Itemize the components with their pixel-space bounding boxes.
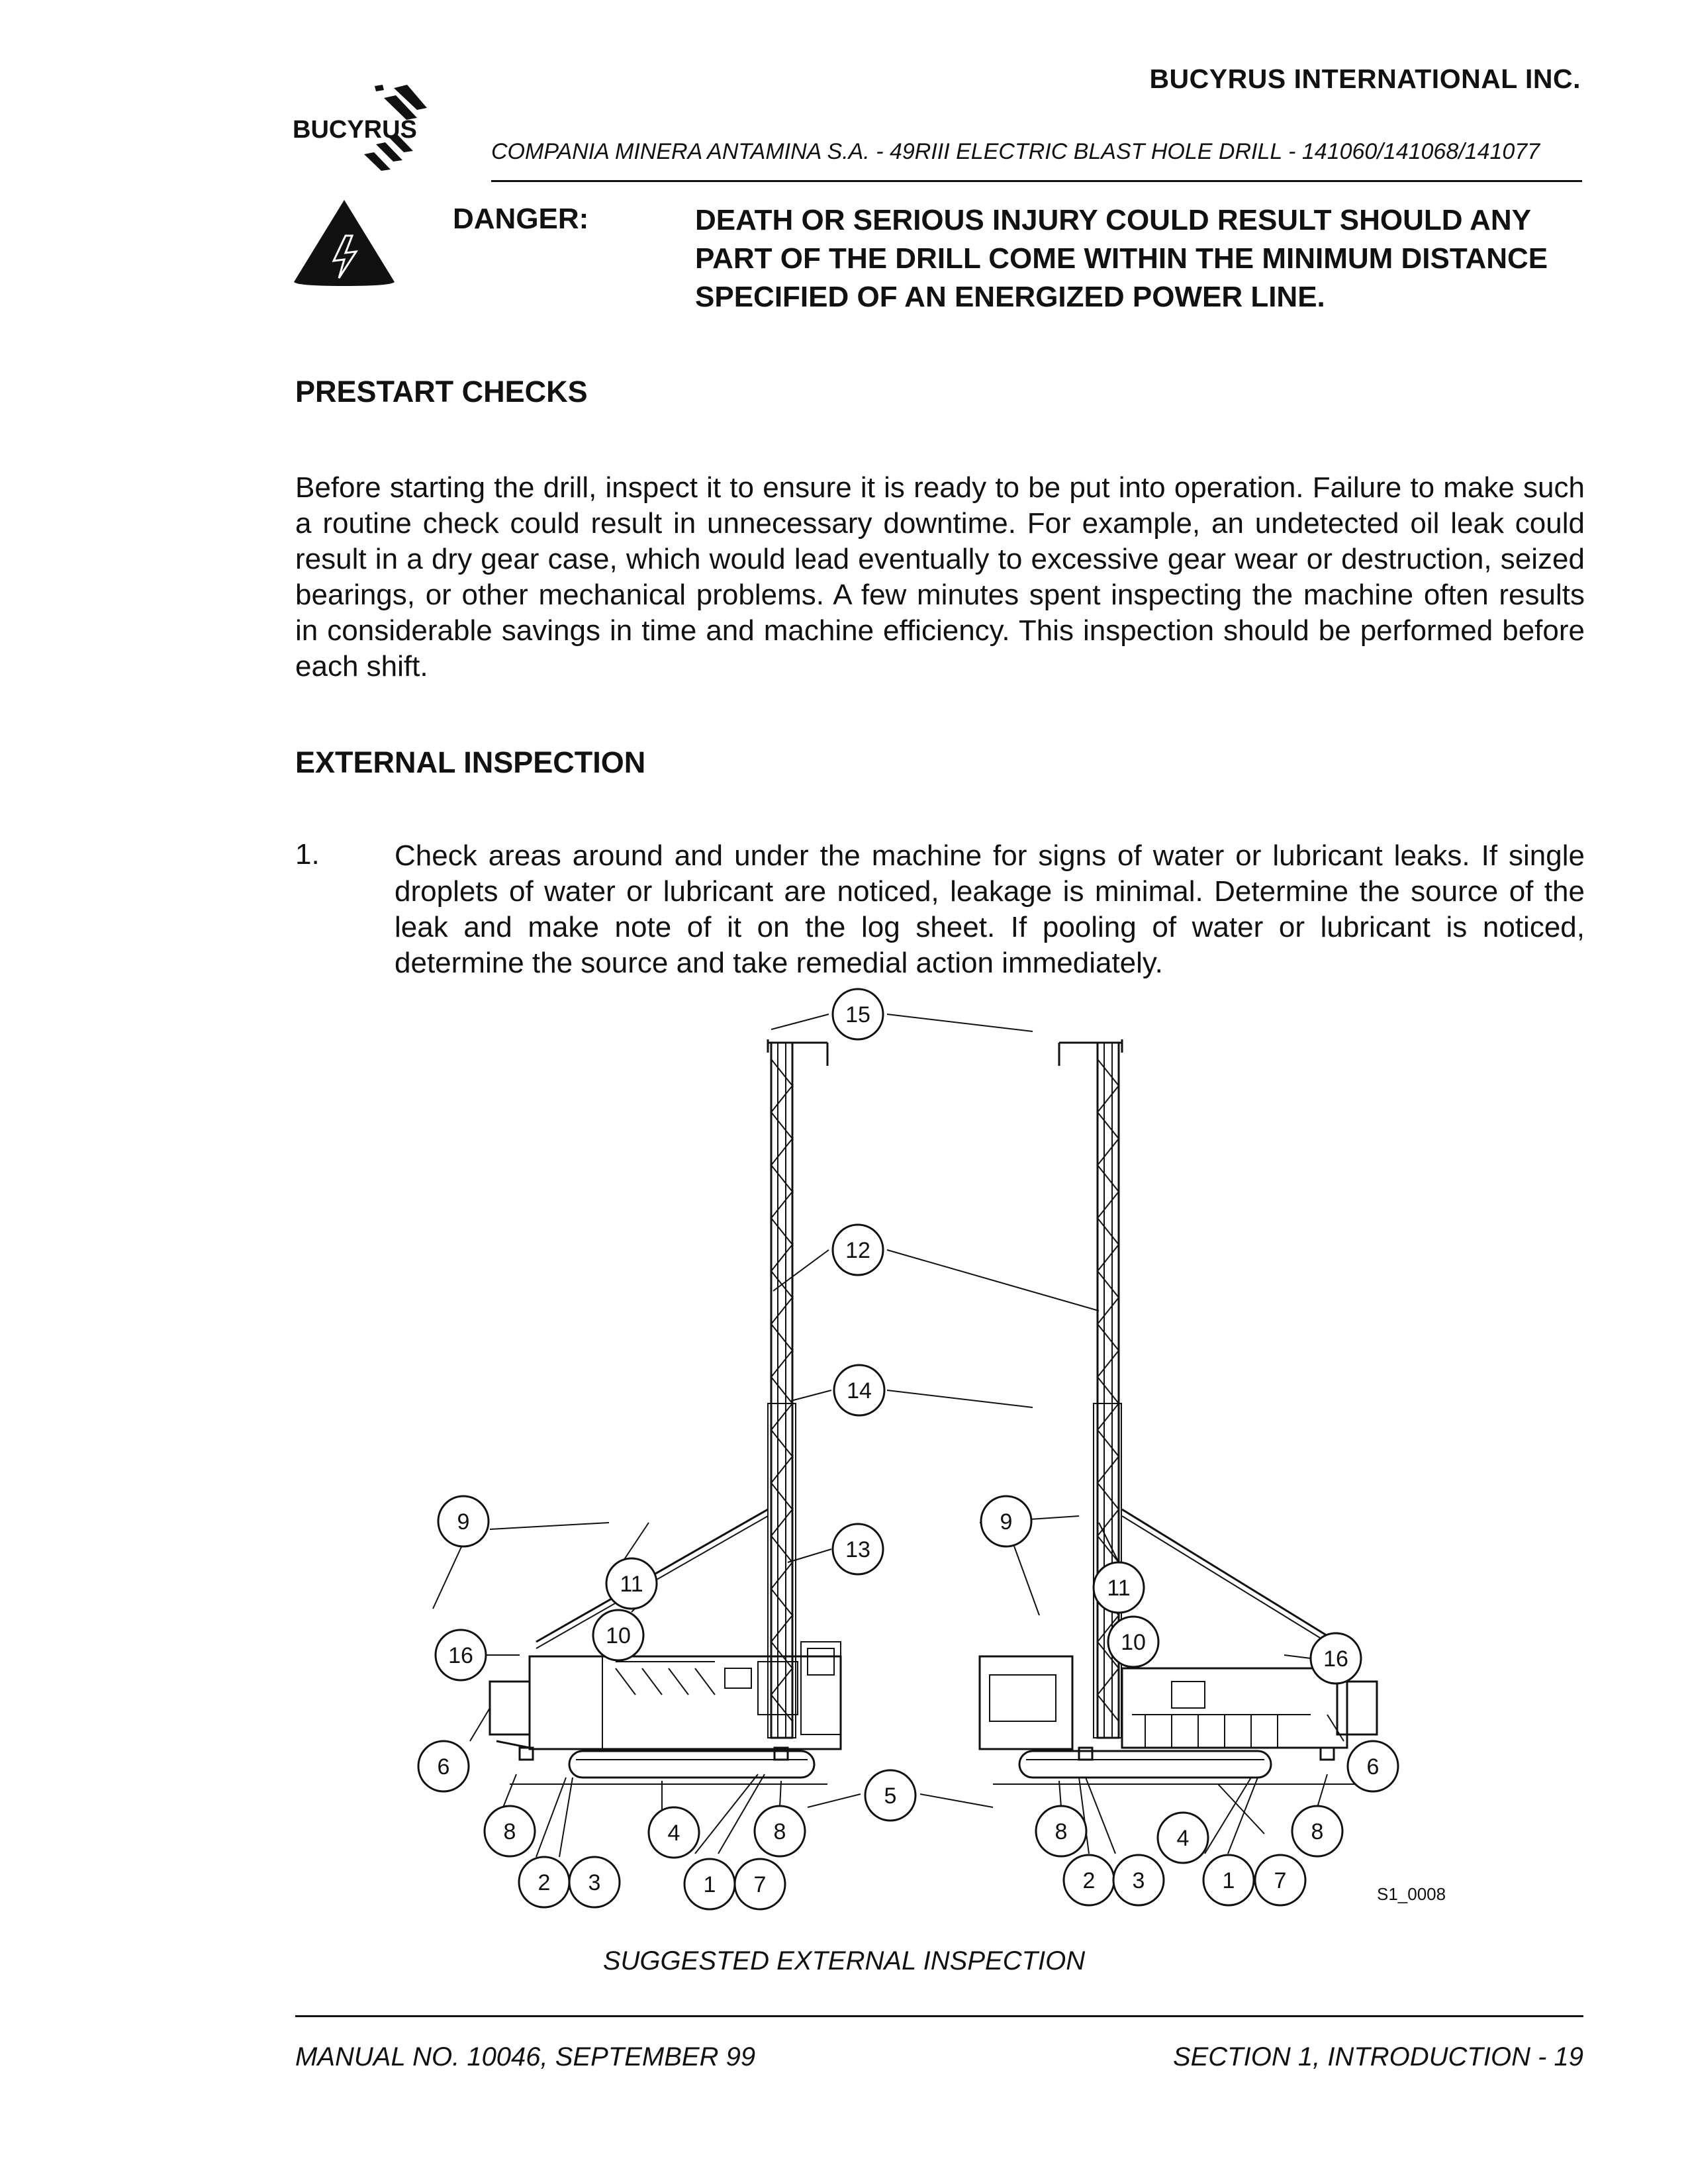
drill-figure [397, 980, 1489, 1920]
svg-text:8: 8 [503, 1819, 516, 1844]
leader-lines [433, 1014, 1344, 1857]
callout-8-a [485, 1806, 535, 1856]
logo [291, 78, 444, 171]
callout-3-right [1113, 1855, 1164, 1905]
callout-7-right [1255, 1855, 1305, 1905]
svg-text:9: 9 [1000, 1509, 1013, 1535]
footer-rule [295, 2015, 1583, 2017]
svg-text:15: 15 [845, 1002, 870, 1027]
logo-text: BUCYRUS [293, 116, 417, 144]
callout-8-b [755, 1806, 805, 1856]
callout-7-left [735, 1859, 785, 1909]
footer-manual: MANUAL NO. 10046, SEPTEMBER 99 [295, 2042, 756, 2071]
svg-text:7: 7 [1274, 1868, 1287, 1893]
callout-6-left [418, 1741, 469, 1791]
svg-text:14: 14 [847, 1378, 872, 1403]
svg-text:10: 10 [606, 1623, 631, 1648]
svg-text:12: 12 [845, 1238, 870, 1263]
svg-text:16: 16 [1323, 1646, 1348, 1672]
callout-12 [833, 1225, 883, 1275]
callout-10-right [1108, 1617, 1158, 1667]
svg-text:2: 2 [538, 1870, 551, 1895]
bucyrus-logo-icon [291, 78, 444, 171]
item-1-number: 1. [295, 838, 320, 871]
svg-text:4: 4 [667, 1821, 680, 1846]
callout-10-left [593, 1610, 643, 1660]
left-drill [490, 1039, 841, 1784]
callouts [418, 989, 1398, 1909]
svg-text:10: 10 [1121, 1630, 1146, 1655]
svg-text:16: 16 [448, 1643, 473, 1668]
callout-15 [833, 989, 883, 1039]
svg-text:1: 1 [703, 1872, 716, 1897]
callout-9-left [438, 1496, 489, 1546]
company-name: BUCYRUS INTERNATIONAL INC. [1149, 64, 1581, 94]
header-rule [491, 180, 1582, 182]
callout-2-right [1064, 1855, 1114, 1905]
callout-4-right [1158, 1813, 1208, 1863]
callout-11-right [1094, 1562, 1144, 1613]
svg-text:13: 13 [845, 1537, 870, 1562]
item-1-text: Check areas around and under the machine for signs of water or lubricant leaks. If single droplets of water or lubricant are noticed, leakage is minimal. Determine the source of the leak and make note of it on the log sheet. If pooling of water or lubricant is noticed, determine the source and take remedial action immediately. [395, 839, 1585, 979]
svg-text:8: 8 [1055, 1819, 1068, 1844]
svg-text:5: 5 [884, 1783, 897, 1809]
callout-16-right [1311, 1633, 1361, 1684]
callout-4-left [649, 1807, 699, 1858]
svg-text:11: 11 [1107, 1576, 1131, 1601]
callout-1-right [1203, 1855, 1254, 1905]
svg-text:2: 2 [1082, 1868, 1096, 1893]
callout-14 [834, 1365, 884, 1415]
svg-text:11: 11 [620, 1572, 643, 1597]
prestart-body: Before starting the drill, inspect it to ensure it is ready to be put into operation. Failure to make such a routine check could result in unnecessary downtime. For example, an undetected oil leak could result in a dry gear case, which would lead eventually to excessive gear wear or destruction, seized bearings, or other mechanical problems. A few minutes spent inspecting the machine often results in considerable savings in time and machine efficiency. This inspection should be performed before each shift. [295, 471, 1585, 683]
svg-text:3: 3 [588, 1870, 601, 1895]
callout-16-left [436, 1630, 486, 1680]
svg-text:9: 9 [457, 1509, 470, 1535]
callout-11-left [606, 1558, 657, 1609]
callout-8-c [1036, 1806, 1086, 1856]
figure-code: S1_0008 [1377, 1884, 1446, 1904]
callout-6-right [1348, 1741, 1398, 1791]
drill-diagram [397, 980, 1489, 1920]
prestart-heading: PRESTART CHECKS [295, 375, 588, 408]
callout-13 [833, 1524, 883, 1574]
svg-text:8: 8 [1311, 1819, 1324, 1844]
svg-text:4: 4 [1176, 1826, 1190, 1851]
svg-text:6: 6 [1366, 1754, 1380, 1780]
warning-icon [291, 197, 397, 287]
svg-text:6: 6 [437, 1754, 450, 1780]
footer-section: SECTION 1, INTRODUCTION - 19 [1172, 2042, 1583, 2071]
callout-3-left [569, 1857, 620, 1907]
svg-text:1: 1 [1222, 1868, 1235, 1893]
document-subtitle: COMPANIA MINERA ANTAMINA S.A. - 49RIII ELECTRIC BLAST HOLE DRILL - 141060/141068/141077 [491, 139, 1540, 164]
danger-text: DEATH OR SERIOUS INJURY COULD RESULT SHOULD ANY PART OF THE DRILL COME WITHIN THE MINIMUM DISTANCE SPECIFIED OF AN ENERGIZED POWER LINE. [695, 204, 1548, 313]
danger-label: DANGER: [453, 203, 589, 235]
svg-text:8: 8 [773, 1819, 786, 1844]
svg-text:3: 3 [1132, 1868, 1145, 1893]
callout-5 [865, 1770, 915, 1821]
callout-8-d [1292, 1806, 1342, 1856]
callout-1-left [684, 1859, 735, 1909]
external-heading: EXTERNAL INSPECTION [295, 745, 646, 779]
svg-text:7: 7 [753, 1872, 767, 1897]
figure-caption: SUGGESTED EXTERNAL INSPECTION [602, 1946, 1086, 1975]
callout-2-left [519, 1857, 569, 1907]
callout-9-right [981, 1496, 1031, 1546]
